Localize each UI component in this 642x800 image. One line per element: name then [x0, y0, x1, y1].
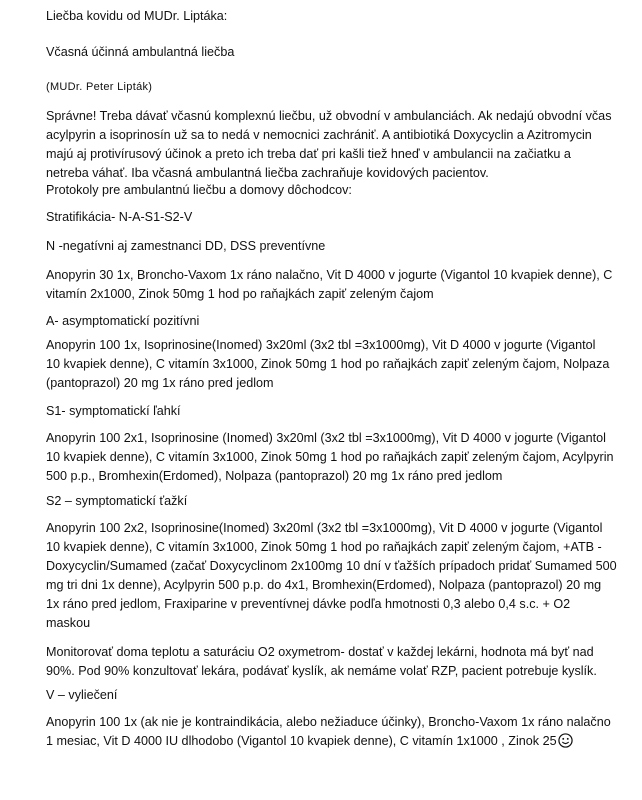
text-line: Monitorovať doma teplotu a saturáciu O2 oxymetrom- dostať v každej lekárni, hodnota má byť nad — [46, 645, 594, 659]
section-s2-text — [46, 519, 621, 633]
intro-line: netreba váhať. Iba včasná ambulantná liečba zachraňuje kovidových pacientov. — [46, 166, 489, 180]
section-n-text — [46, 266, 621, 304]
section-v-heading: V – vyliečení — [46, 688, 118, 702]
section-a-heading: A- asymptomatickí pozitívni — [46, 314, 200, 328]
text-line: Anopyrin 100 2x1, Isoprinosine (Inomed) 3x20ml (3x2 tbl =3x1000mg), Vit D 4000 v jogurte (Vigantol — [46, 431, 606, 445]
document-author: (MUDr. Peter Lipták) — [46, 81, 153, 93]
text-line: vitamín 2x1000, Zinok 50mg 1 hod po raňajkách zapiť zeleným čajom — [46, 287, 434, 301]
text-line: 10 kvapiek denne), C vitamín 3x1000, Zinok 50mg 1 hod po raňajkách zapiť zeleným čajom, Acylpyrin — [46, 450, 614, 464]
document-subtitle: Včasná účinná ambulantná liečba — [46, 45, 235, 59]
text-line: 10 kvapiek denne), C vitamín 3x1000, Zinok 50mg 1 hod po raňajkách zapiť zeleným čajom, Nolpaza — [46, 357, 610, 371]
intro-line: majú aj protivírusový účinok a preto ich treba dať pri kašli tiež hneď v ambulancii na začiatku a — [46, 147, 571, 161]
text-line: Anopyrin 30 1x, Broncho-Vaxom 1x ráno nalačno, Vit D 4000 v jogurte (Vigantol 10 kvapiek denne), C — [46, 268, 613, 282]
intro-line: Správne! Treba dávať včasnú komplexnú liečbu, už obvodní v ambulanciách. Ak nedajú obvodní včas — [46, 109, 612, 123]
monitoring-paragraph — [46, 643, 621, 681]
text-line: 90%. Pod 90% konzultovať lekára, podávať kyslík, ak nemáme volať RZP, pacient potrebuje kyslík. — [46, 664, 597, 678]
text-line: Doxycyclin/Sumamed (začať Doxycyclinom 2x100mg 10 dní v ťažších prípadoch pridať Sumamed 500 — [46, 559, 617, 573]
text-line — [46, 732, 621, 754]
text-line: Anopyrin 100 1x, Isoprinosine(Inomed) 3x20ml (3x2 tbl =3x1000mg), Vit D 4000 v jogurte (Vigantol — [46, 338, 596, 352]
protocols-heading: Protokoly pre ambulantnú liečbu a domovy dôchodcov: — [46, 183, 352, 197]
section-s1-heading: S1- symptomatickí ľahkí — [46, 404, 181, 418]
intro-paragraph — [46, 107, 621, 183]
text-line-content: 1 mesiac, Vit D 4000 IU dlhodobo (Vigantol 10 kvapiek denne), C vitamín 1x1000 , Zinok 25 — [46, 734, 557, 748]
section-v-text — [46, 713, 621, 754]
text-line: 1x ráno pred jedlom, Fraxiparine v preventívnej dávke podľa hmotnosti 0,3 alebo 0,4 s.c. + O2 — [46, 597, 571, 611]
section-s1-text — [46, 429, 621, 486]
smiley-face-icon — [558, 733, 573, 754]
stratification-line: Stratifikácia- N-A-S1-S2-V — [46, 210, 193, 224]
text-line: (pantoprazol) 20 mg 1x ráno pred jedlom — [46, 376, 274, 390]
text-line: Anopyrin 100 1x (ak nie je kontraindikácia, alebo nežiaduce účinky), Broncho-Vaxom 1x ráno nalačno — [46, 715, 611, 729]
section-s2-heading: S2 – symptomatickí ťažkí — [46, 494, 188, 508]
text-line: Anopyrin 100 2x2, Isoprinosine(Inomed) 3x20ml (3x2 tbl =3x1000mg), Vit D 4000 v jogurte (Vigantol — [46, 521, 603, 535]
section-n-heading: N -negatívni aj zamestnanci DD, DSS preventívne — [46, 239, 326, 253]
intro-line: acylpyrin a isoprinosín už sa to nedá v nemocnici zachrániť. A antibiotiká Doxycyclin a Azitromycin — [46, 128, 592, 142]
document-title: Liečba kovidu od MUDr. Liptáka: — [46, 9, 228, 23]
text-line: 500 p.p., Bromhexin(Erdomed), Nolpaza (pantoprazol) 20 mg 1x ráno pred jedlom — [46, 469, 503, 483]
text-line: 10 kvapiek denne), C vitamín 3x1000, Zinok 50mg 1 hod po raňajkách zapiť zeleným čajom, +ATB - — [46, 540, 602, 554]
text-line: maskou — [46, 616, 91, 630]
section-a-text — [46, 336, 621, 393]
text-line: mg tri dni 1x denne), Acylpyrin 500 p.p. do 4x1, Bromhexin(Erdomed), Nolpaza (pantoprazol) 20 mg — [46, 578, 602, 592]
